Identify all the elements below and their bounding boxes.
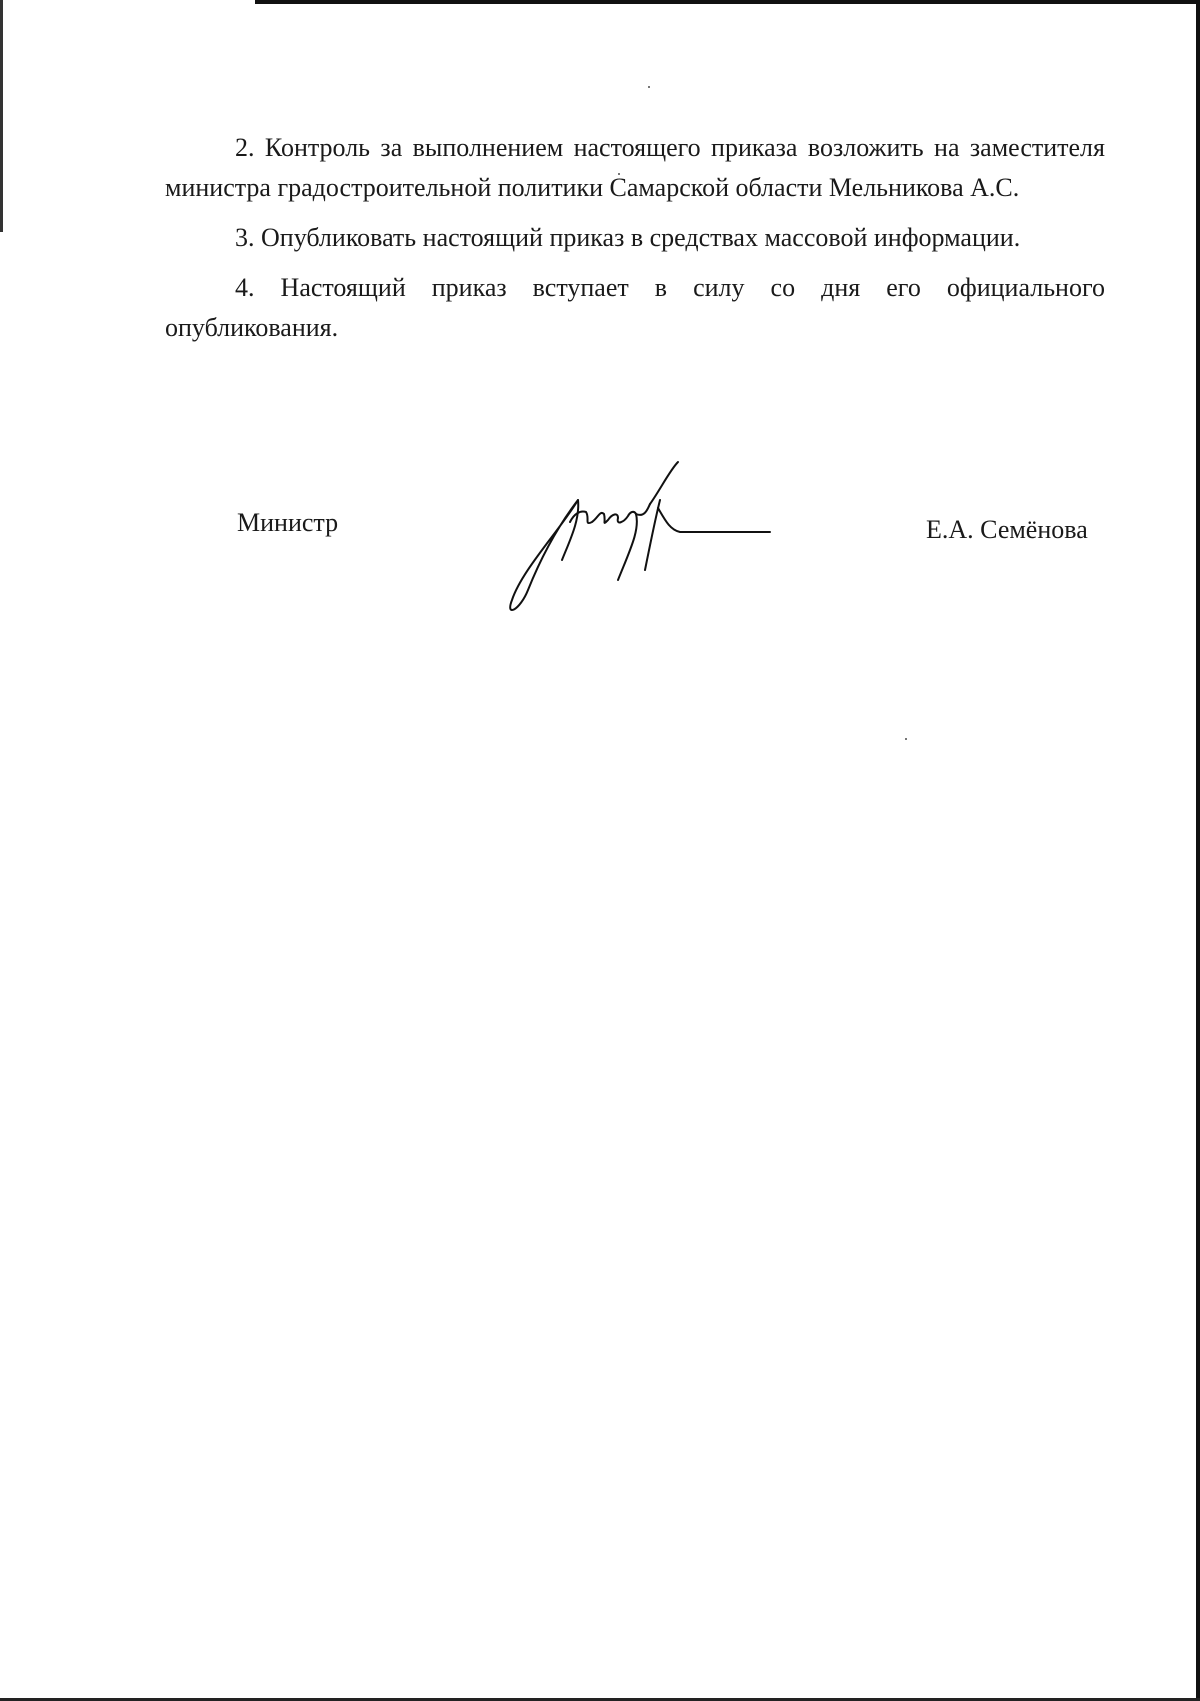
scan-edge-top bbox=[255, 0, 1200, 4]
paragraph-item-3: 3. Опубликовать настоящий приказ в средствах массовой информации. bbox=[235, 223, 1021, 252]
handwritten-signature bbox=[500, 460, 840, 620]
signatory-name: Е.А. Семёнова bbox=[926, 515, 1088, 544]
document-body bbox=[165, 128, 1105, 348]
scan-edge-left bbox=[0, 0, 3, 232]
scan-edge-right bbox=[1196, 0, 1200, 1701]
scan-speck bbox=[648, 86, 650, 88]
signatory-position: Министр bbox=[237, 508, 339, 537]
paragraph-item-4: 4. Настоящий приказ вступает в силу со дня его официального опубликования. bbox=[165, 273, 1105, 342]
scan-speck bbox=[905, 738, 907, 740]
signature-block bbox=[0, 460, 1200, 620]
paragraph-item-2: 2. Контроль за выполнением настоящего приказа возложить на заместителя министра градостроительной политики Самарской области Мельникова А.С. bbox=[165, 133, 1105, 202]
